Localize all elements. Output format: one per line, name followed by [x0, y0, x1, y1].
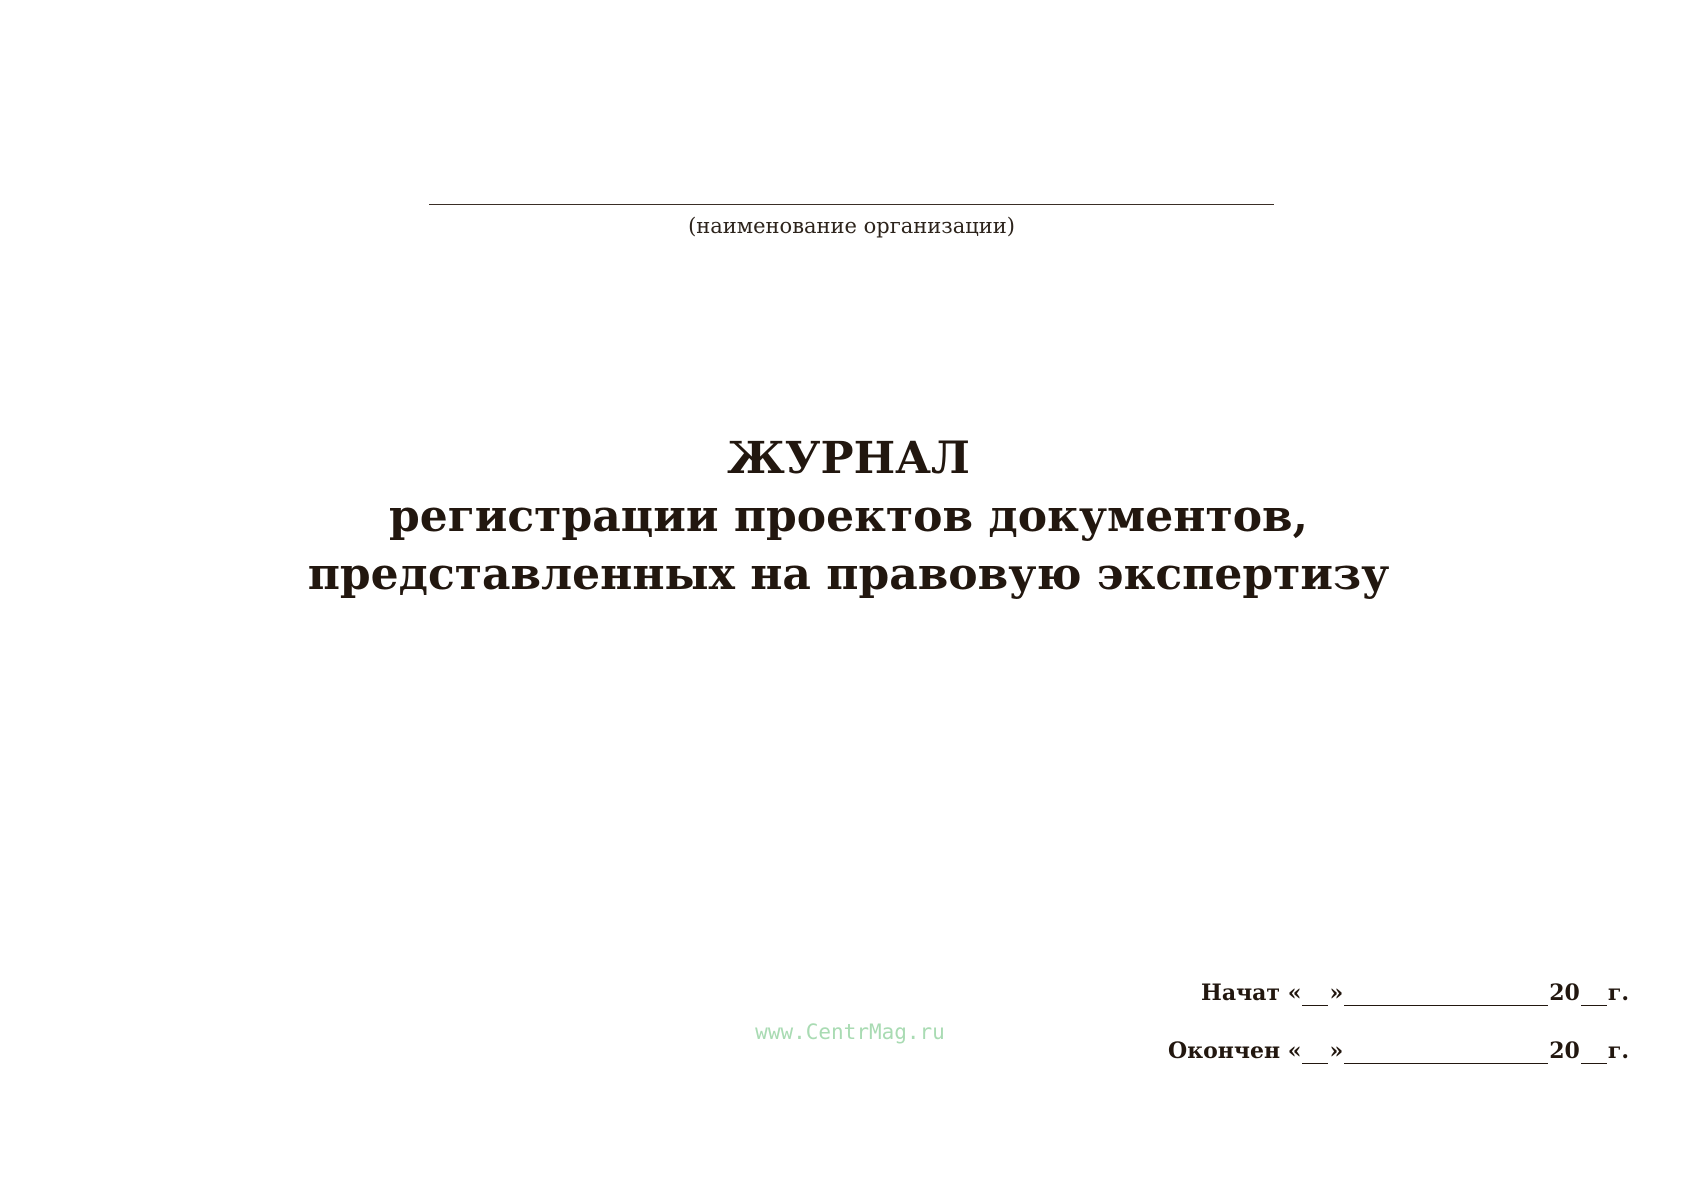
start-date-row: [1201, 980, 1629, 1006]
organization-name-caption: (наименование организации): [688, 214, 1015, 238]
organization-name-line: [429, 204, 1274, 205]
end-close-quote: »: [1329, 1038, 1344, 1064]
title-line-expertise: представленных на правовую экспертизу: [307, 549, 1390, 600]
start-close-quote: »: [1329, 980, 1344, 1006]
title-line-registration: регистрации проектов документов,: [389, 491, 1308, 542]
end-month-blank: [1344, 1043, 1548, 1064]
title-line-journal: ЖУРНАЛ: [727, 433, 970, 484]
end-day-blank: [1302, 1043, 1328, 1064]
start-year-blank: [1581, 985, 1607, 1006]
end-year-blank: [1581, 1043, 1607, 1064]
start-year-suffix: г.: [1607, 980, 1629, 1006]
start-month-blank: [1344, 985, 1548, 1006]
watermark: www.CentrMag.ru: [755, 1020, 945, 1044]
start-year-prefix: 20: [1549, 980, 1580, 1006]
end-year-suffix: г.: [1607, 1038, 1629, 1064]
end-date-row: [1168, 1038, 1629, 1064]
document-title: [250, 430, 1447, 604]
start-date-label: Начат: [1201, 980, 1281, 1006]
start-open-quote: «: [1287, 980, 1302, 1006]
end-open-quote: «: [1287, 1038, 1302, 1064]
end-year-prefix: 20: [1549, 1038, 1580, 1064]
end-date-label: Окончен: [1168, 1038, 1281, 1064]
start-day-blank: [1302, 985, 1328, 1006]
